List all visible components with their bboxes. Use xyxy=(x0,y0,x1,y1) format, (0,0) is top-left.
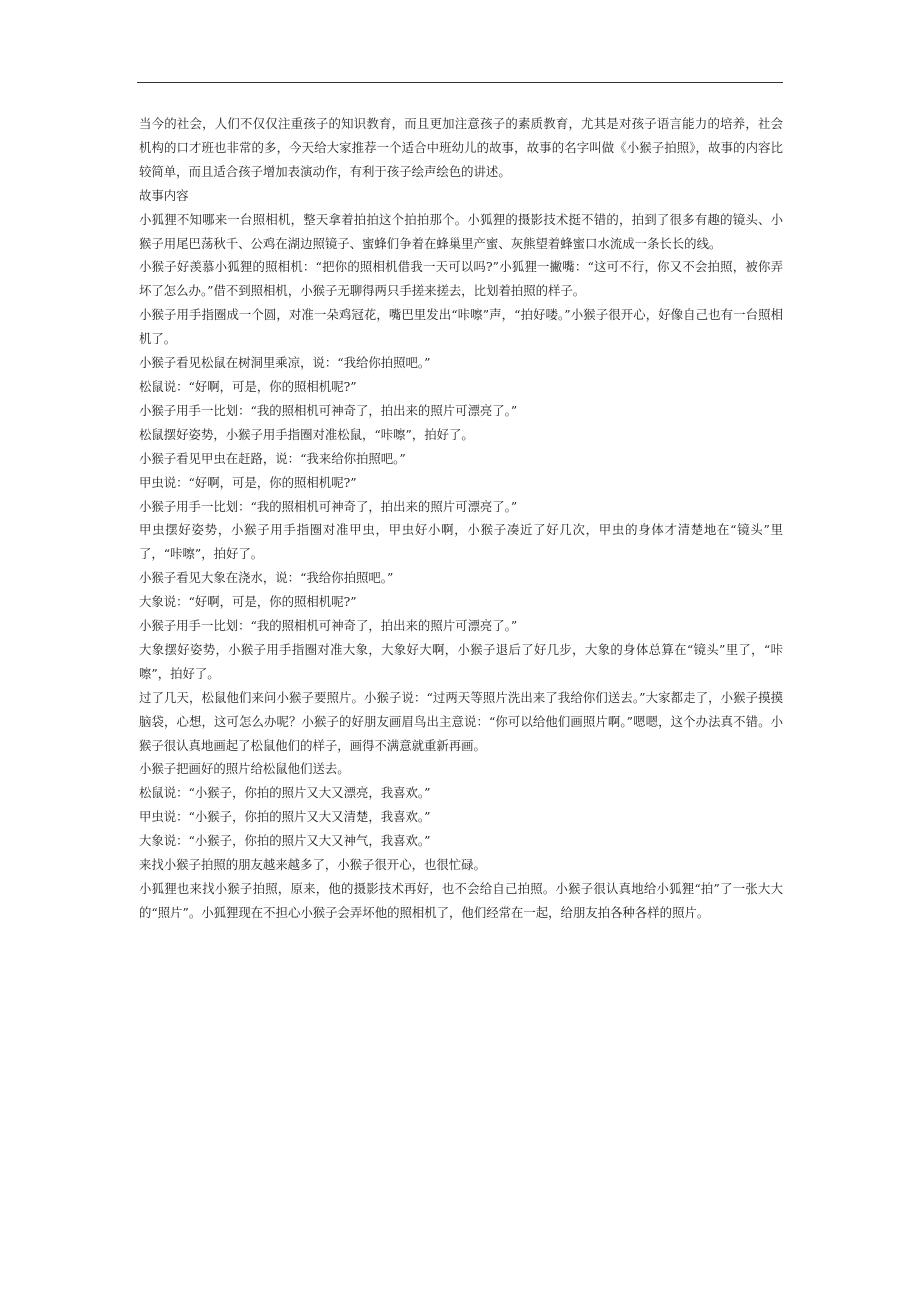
section-heading: 故事内容 xyxy=(139,187,189,203)
story-paragraph: 小猴子把画好的照片给松鼠他们送去。 xyxy=(139,761,350,777)
story-paragraph: 来找小猴子拍照的朋友越来越多了，小猴子很开心，也很忙碌。 xyxy=(139,857,486,873)
story-paragraph: 小猴子用手一比划：“我的照相机可神奇了，拍出来的照片可漂亮了。” xyxy=(139,498,518,514)
story-paragraph: 松鼠说：“小猴子，你拍的照片又大又漂亮，我喜欢。” xyxy=(139,785,431,801)
header-rule xyxy=(137,82,783,83)
document-body xyxy=(139,112,783,925)
story-paragraph: 甲虫说：“小猴子，你拍的照片又大又清楚，我喜欢。” xyxy=(139,809,431,825)
story-paragraph: 松鼠说：“好啊，可是，你的照相机呢?” xyxy=(139,378,357,394)
story-paragraph: 小猴子看见甲虫在赶路，说：“我来给你拍照吧。” xyxy=(139,450,406,466)
story-paragraph: 小狐狸也来找小猴子拍照，原来，他的摄影技术再好，也不会给自己拍照。小猴子很认真地给小狐狸“拍”了一张大大的“照片”。小狐狸现在不担心小猴子会弄坏他的照相机了，他们经常在一起，给朋友拍各种各样的照片。 xyxy=(139,881,783,920)
story-paragraph: 过了几天，松鼠他们来问小猴子要照片。小猴子说：“过两天等照片洗出来了我给你们送去。”大家都走了，小猴子摸摸脑袋，心想，这可怎么办呢？小猴子的好朋友画眉鸟出主意说：“你可以给他们画照片啊。”嗯嗯，这个办法真不错。小猴子很认真地画起了松鼠他们的样子，画得不满意就重新再画。 xyxy=(139,689,783,753)
story-paragraph: 小猴子看见松鼠在树洞里乘凉，说：“我给你拍照吧。” xyxy=(139,355,431,371)
story-paragraph: 大象说：“好啊，可是，你的照相机呢?” xyxy=(139,594,357,610)
story-paragraph: 小猴子用手一比划：“我的照相机可神奇了，拍出来的照片可漂亮了。” xyxy=(139,402,518,418)
intro-paragraph: 当今的社会，人们不仅仅注重孩子的知识教育，而且更加注意孩子的素质教育，尤其是对孩子语言能力的培养，社会机构的口才班也非常的多，今天给大家推荐一个适合中班幼儿的故事，故事的名字叫做《小猴子拍照》，故事的内容比较简单，而且适合孩子增加表演动作，有利于孩子绘声绘色的讲述。 xyxy=(139,116,783,179)
story-paragraph: 大象说：“小猴子，你拍的照片又大又神气，我喜欢。” xyxy=(139,833,431,849)
story-paragraph: 小猴子看见大象在浇水，说：“我给你拍照吧。” xyxy=(139,570,394,586)
story-paragraph: 小猴子好羡慕小狐狸的照相机：“把你的照相机借我一天可以吗?”小狐狸一撇嘴：“这可不行，你又不会拍照，被你弄坏了怎么办。”借不到照相机，小猴子无聊得两只手搓来搓去，比划着拍照的样子。 xyxy=(139,259,783,299)
story-paragraph: 大象摆好姿势，小猴子用手指圈对准大象，大象好大啊，小猴子退后了好几步，大象的身体总算在“镜头”里了，“咔嚓”，拍好了。 xyxy=(139,641,783,681)
story-paragraph: 小猴子用手指圈成一个圆，对准一朵鸡冠花，嘴巴里发出“咔嚓”声，“拍好喽。”小猴子很开心，好像自己也有一台照相机了。 xyxy=(139,307,783,347)
story-paragraph: 小猴子用手一比划：“我的照相机可神奇了，拍出来的照片可漂亮了。” xyxy=(139,618,518,634)
story-paragraph: 甲虫摆好姿势，小猴子用手指圈对准甲虫，甲虫好小啊，小猴子凑近了好几次，甲虫的身体才清楚地在“镜头”里了，“咔嚓”，拍好了。 xyxy=(139,522,783,562)
story-paragraph: 小狐狸不知哪来一台照相机，整天拿着拍拍这个拍拍那个。小狐狸的摄影技术挺不错的，拍到了很多有趣的镜头、小猴子用尾巴荡秋千、公鸡在湖边照镜子、蜜蜂们争着在蜂巢里产蜜、灰熊望着蜂蜜口水流成一条长长的线。 xyxy=(139,211,783,251)
story-paragraph: 松鼠摆好姿势，小猴子用手指圈对准松鼠，“咔嚓”，拍好了。 xyxy=(139,426,474,442)
story-paragraph: 甲虫说：“好啊，可是，你的照相机呢?” xyxy=(139,474,357,490)
